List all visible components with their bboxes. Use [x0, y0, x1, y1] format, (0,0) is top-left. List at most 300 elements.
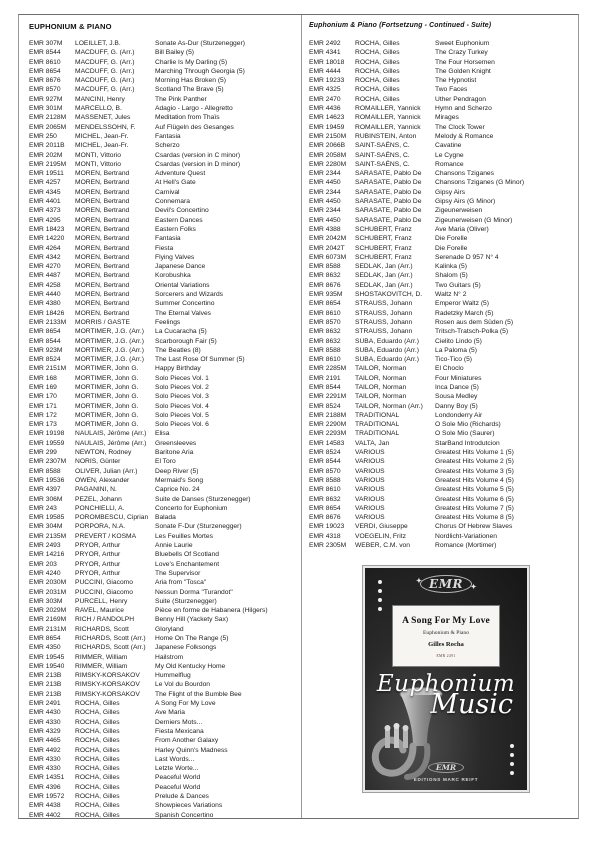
catalog-title: Solo Pieces Vol. 4	[155, 402, 209, 410]
catalog-row	[29, 690, 291, 699]
catalog-composer: MORTIMER, J.G. (Arr.)	[75, 346, 144, 354]
catalog-row	[309, 39, 571, 48]
catalog-title: Balada	[155, 514, 176, 522]
catalog-row	[309, 411, 571, 420]
catalog-title: The Golden Knight	[435, 67, 491, 75]
catalog-code: EMR 2065M	[29, 123, 67, 131]
catalog-composer: SARASATE, Pablo De	[355, 188, 422, 196]
catalog-row	[29, 402, 291, 411]
catalog-code: EMR 8570	[309, 467, 341, 475]
catalog-code: EMR 2135M	[29, 532, 67, 540]
catalog-composer: PAGANINI, N.	[75, 486, 117, 494]
catalog-row	[309, 95, 571, 104]
cover-composer: Gilles Rocha	[428, 641, 464, 648]
catalog-row	[309, 327, 571, 336]
catalog-code: EMR 8610	[309, 309, 341, 317]
catalog-title: Peaceful World	[155, 783, 201, 791]
catalog-code: EMR 2344	[309, 207, 341, 215]
catalog-code: EMR 4440	[29, 291, 61, 299]
catalog-row	[29, 550, 291, 559]
catalog-row	[309, 420, 571, 429]
catalog-code: EMR 4444	[309, 67, 341, 75]
catalog-row	[29, 727, 291, 736]
catalog-title: Kalinka (5)	[435, 263, 467, 271]
catalog-title: Devil's Concertino	[155, 207, 209, 215]
catalog-row	[29, 67, 291, 76]
catalog-code: EMR 4330	[29, 718, 61, 726]
catalog-title: Csardas (version in C minor)	[155, 151, 241, 159]
catalog-row	[309, 541, 571, 550]
catalog-code: EMR 6073M	[309, 253, 347, 261]
catalog-row	[29, 355, 291, 364]
catalog-code: EMR 2293M	[309, 430, 347, 438]
catalog-code: EMR 4345	[29, 188, 61, 196]
catalog-title: Cielito Lindo (5)	[435, 337, 482, 345]
catalog-row	[29, 346, 291, 355]
catalog-code: EMR 213B	[29, 672, 62, 680]
catalog-composer: ROCHA, Gilles	[355, 67, 400, 75]
book-cover-image	[365, 568, 527, 790]
catalog-row	[29, 364, 291, 373]
catalog-composer: SAINT-SAËNS, C.	[355, 142, 410, 150]
catalog-row	[309, 402, 571, 411]
catalog-composer: MORTIMER, John G.	[75, 393, 139, 401]
catalog-row	[29, 85, 291, 94]
catalog-row	[309, 197, 571, 206]
catalog-composer: MICHEL, Jean-Fr.	[75, 142, 129, 150]
catalog-code: EMR 4264	[29, 244, 61, 252]
catalog-title: Happy Birthday	[155, 365, 201, 373]
catalog-code: EMR 19511	[29, 170, 64, 178]
catalog-composer: MICHEL, Jean-Fr.	[75, 132, 129, 140]
catalog-title: Tico-Tico (5)	[435, 356, 473, 364]
catalog-code: EMR 2470	[309, 95, 341, 103]
cover-title: A Song For My Love	[402, 616, 490, 626]
catalog-row	[309, 253, 571, 262]
catalog-row	[29, 337, 291, 346]
catalog-composer: PORPORA, N.A.	[75, 523, 126, 531]
catalog-row	[309, 188, 571, 197]
catalog-composer: ROCHA, Gilles	[355, 49, 400, 57]
catalog-row	[309, 476, 571, 485]
catalog-composer: PEZEL, Johann	[75, 495, 122, 503]
catalog-composer: ROCHA, Gilles	[355, 40, 400, 47]
catalog-code: EMR 18018	[309, 58, 345, 66]
catalog-row	[309, 467, 571, 476]
catalog-title: Shalom (5)	[435, 272, 468, 280]
catalog-row	[29, 123, 291, 132]
catalog-composer: MORRIS / GASTE	[75, 318, 130, 326]
catalog-title: Suite (Sturzenegger)	[155, 597, 217, 605]
catalog-composer: MACDUFF, G. (Arr.)	[75, 86, 135, 94]
catalog-title: Spanish Concertino	[155, 811, 214, 819]
catalog-code: EMR 19572	[29, 793, 65, 801]
catalog-composer: STRAUSS, Johann	[355, 300, 413, 308]
catalog-code: EMR 4380	[29, 300, 61, 308]
catalog-composer: TRADITIONAL	[355, 421, 400, 429]
catalog-row	[309, 271, 571, 280]
catalog-title: Solo Pieces Vol. 1	[155, 374, 209, 382]
catalog-row	[29, 234, 291, 243]
catalog-row	[29, 736, 291, 745]
catalog-code: EMR 8524	[309, 402, 341, 410]
catalog-composer: OLIVER, Julian (Arr.)	[75, 467, 138, 475]
catalog-composer: SAINT-SAËNS, C.	[355, 160, 410, 168]
catalog-composer: MARCELLO, B.	[75, 105, 122, 113]
catalog-row	[309, 104, 571, 113]
catalog-row	[29, 467, 291, 476]
catalog-row	[309, 532, 571, 541]
catalog-composer: SARASATE, Pablo De	[355, 207, 422, 215]
catalog-composer: ROCHA, Gilles	[75, 746, 120, 754]
catalog-row	[309, 374, 571, 383]
catalog-code: EMR 2031M	[29, 588, 67, 596]
catalog-title: Gipsy Airs (G Minor)	[435, 198, 496, 206]
catalog-composer: SCHUBERT, Franz	[355, 244, 412, 252]
catalog-row	[309, 346, 571, 355]
catalog-row	[29, 746, 291, 755]
catalog-title: Mirages	[435, 114, 459, 122]
catalog-row	[29, 448, 291, 457]
catalog-code: EMR 2042M	[309, 235, 347, 243]
catalog-code: EMR 14623	[309, 114, 345, 122]
cover-subtitle: Euphonium & Piano	[423, 630, 469, 636]
catalog-row	[309, 495, 571, 504]
catalog-composer: TAILOR, Norman	[355, 383, 407, 391]
catalog-row	[309, 262, 571, 271]
catalog-code: EMR 2280M	[309, 160, 347, 168]
catalog-code: EMR 203	[29, 560, 57, 568]
catalog-composer: PURCELL, Henry	[75, 597, 128, 605]
catalog-title: Letzte Worte...	[155, 765, 199, 773]
catalog-composer: NORIS, Günter	[75, 458, 121, 466]
catalog-row	[29, 597, 291, 606]
catalog-title: The Eternal Valves	[155, 309, 212, 317]
catalog-column-left	[29, 15, 291, 820]
catalog-row	[309, 132, 571, 141]
catalog-composer: RICH / RANDOLPH	[75, 616, 135, 624]
catalog-title: Die Forelle	[435, 244, 468, 252]
catalog-composer: VARIOUS	[355, 467, 385, 475]
catalog-composer: SCHUBERT, Franz	[355, 225, 412, 233]
catalog-code: EMR 8544	[29, 337, 61, 345]
catalog-row	[29, 76, 291, 85]
left-rows-list	[29, 39, 291, 820]
catalog-composer: MOREN, Bertrand	[75, 300, 130, 308]
catalog-title: O Sole Mio (Richards)	[435, 421, 501, 429]
catalog-composer: STRAUSS, Johann	[355, 309, 413, 317]
catalog-code: EMR 4257	[29, 179, 61, 187]
catalog-code: EMR 4295	[29, 216, 61, 224]
catalog-composer: ROCHA, Gilles	[75, 765, 120, 773]
catalog-code: EMR 19559	[29, 439, 65, 447]
catalog-title: Greatest Hits Volume 8 (5)	[435, 514, 514, 522]
catalog-title: Bluebells Of Scotland	[155, 551, 219, 559]
catalog-row	[309, 244, 571, 253]
catalog-row	[309, 123, 571, 132]
star-icon: ✦	[416, 576, 423, 585]
catalog-title: Feelings	[155, 318, 181, 326]
catalog-title: Summer Concertino	[155, 300, 215, 308]
catalog-composer: RIMMER, William	[75, 662, 128, 670]
catalog-composer: ROCHA, Gilles	[75, 793, 120, 801]
catalog-code: EMR 8676	[29, 77, 61, 85]
catalog-code: EMR 2128M	[29, 114, 67, 122]
catalog-title: Bill Bailey (5)	[155, 49, 195, 57]
catalog-composer: SEDLAK, Jan (Arr.)	[355, 263, 413, 271]
dot-icon	[378, 598, 382, 602]
catalog-title: Fantasia	[155, 235, 181, 243]
catalog-row	[309, 206, 571, 215]
catalog-code: EMR 8654	[29, 67, 61, 75]
catalog-row	[309, 225, 571, 234]
catalog-code: EMR 2491	[29, 700, 61, 708]
catalog-row	[29, 197, 291, 206]
catalog-row	[29, 718, 291, 727]
catalog-row	[309, 383, 571, 392]
catalog-title: Greatest Hits Volume 6 (5)	[435, 495, 514, 503]
catalog-title: Chansons Tziganes	[435, 170, 494, 178]
catalog-code: EMR 4402	[29, 811, 61, 819]
catalog-title: Harley Quinn's Madness	[155, 746, 228, 754]
catalog-composer: VARIOUS	[355, 486, 385, 494]
catalog-composer: ROMAILLER, Yannick	[355, 123, 421, 131]
catalog-title: The Pink Panther	[155, 95, 207, 103]
catalog-composer: VARIOUS	[355, 504, 385, 512]
catalog-title: Uther Pendragon	[435, 95, 486, 103]
catalog-code: EMR 2307M	[29, 458, 67, 466]
catalog-row	[29, 569, 291, 578]
catalog-code: EMR 2290M	[309, 421, 347, 429]
catalog-code: EMR 19023	[309, 523, 345, 531]
catalog-row	[309, 439, 571, 448]
catalog-code: EMR 2285M	[309, 365, 347, 373]
catalog-row	[309, 290, 571, 299]
catalog-title: Hailstrom	[155, 653, 184, 661]
catalog-code: EMR 307M	[29, 40, 63, 47]
catalog-row	[309, 58, 571, 67]
catalog-row	[29, 327, 291, 336]
catalog-title: La Paloma (5)	[435, 346, 478, 354]
catalog-code: EMR 243	[29, 504, 57, 512]
catalog-code: EMR 4341	[309, 49, 341, 57]
dot-icon	[378, 580, 382, 584]
catalog-row	[309, 504, 571, 513]
catalog-code: EMR 4318	[309, 532, 341, 540]
catalog-row	[29, 151, 291, 160]
catalog-composer: MOREN, Bertrand	[75, 207, 130, 215]
catalog-title: Sonate F-Dur (Sturzenegger)	[155, 523, 242, 531]
catalog-title: Serenade D 957 N° 4	[435, 253, 499, 261]
catalog-title: Two Guitars (5)	[435, 281, 481, 289]
catalog-code: EMR 4465	[29, 737, 61, 745]
catalog-composer: SARASATE, Pablo De	[355, 216, 422, 224]
catalog-title: Tritsch-Tratsch-Polka (5)	[435, 328, 509, 336]
catalog-composer: VALTA, Jan	[355, 439, 390, 447]
catalog-code: EMR 14220	[29, 235, 65, 243]
catalog-code: EMR 4450	[309, 179, 341, 187]
catalog-composer: RUBINSTEIN, Anton	[355, 132, 417, 140]
catalog-code: EMR 19233	[309, 77, 345, 85]
catalog-title: Radetzky March (5)	[435, 309, 494, 317]
catalog-title: Pièce en forme de Habanera (Hilgers)	[155, 607, 268, 615]
catalog-composer: LOEILLET, J.B.	[75, 40, 121, 47]
catalog-code: EMR 18423	[29, 225, 65, 233]
catalog-title: Prelude & Dances	[155, 793, 209, 801]
catalog-row	[309, 67, 571, 76]
catalog-code: EMR 4401	[29, 198, 61, 206]
catalog-code: EMR 169	[29, 383, 57, 391]
catalog-composer: ROCHA, Gilles	[75, 755, 120, 763]
catalog-composer: MORTIMER, John G.	[75, 421, 139, 429]
catalog-title: Carnival	[155, 188, 180, 196]
catalog-row	[29, 773, 291, 782]
catalog-title: Meditation from Thaïs	[155, 114, 220, 122]
catalog-code: EMR 2169M	[29, 616, 67, 624]
catalog-title: Danny Boy (5)	[435, 402, 478, 410]
catalog-composer: ROCHA, Gilles	[75, 802, 120, 810]
catalog-row	[309, 364, 571, 373]
catalog-code: EMR 170	[29, 393, 57, 401]
catalog-code: EMR 2492	[309, 40, 341, 47]
catalog-composer: OWEN, Alexander	[75, 476, 130, 484]
catalog-row	[29, 653, 291, 662]
catalog-title: El Choclo	[435, 365, 464, 373]
catalog-row	[309, 522, 571, 531]
catalog-row	[29, 216, 291, 225]
catalog-code: EMR 4240	[29, 569, 61, 577]
catalog-row	[29, 485, 291, 494]
catalog-title: Caprice No. 24	[155, 486, 200, 494]
catalog-title: Fiesta Mexicana	[155, 727, 204, 735]
catalog-composer: RICHARDS, Scott	[75, 625, 129, 633]
catalog-composer: MORTIMER, John G.	[75, 383, 139, 391]
catalog-title: Derniers Mots...	[155, 718, 203, 726]
catalog-composer: STRAUSS, Johann	[355, 328, 413, 336]
catalog-code: EMR 4450	[309, 198, 341, 206]
catalog-code: EMR 213B	[29, 681, 62, 689]
catalog-code: EMR 4487	[29, 272, 61, 280]
catalog-row	[29, 392, 291, 401]
catalog-title: Japanese Dance	[155, 263, 206, 271]
catalog-composer: ROCHA, Gilles	[75, 700, 120, 708]
catalog-row	[29, 801, 291, 810]
catalog-title: Solo Pieces Vol. 6	[155, 421, 209, 429]
catalog-row	[309, 513, 571, 522]
catalog-composer: MOREN, Bertrand	[75, 188, 130, 196]
catalog-row	[29, 504, 291, 513]
catalog-title: Mermaid's Song	[155, 476, 204, 484]
catalog-code: EMR 8610	[309, 356, 341, 364]
publisher-name: EDITIONS MARC REIFT	[413, 777, 479, 782]
catalog-composer: SARASATE, Pablo De	[355, 198, 422, 206]
catalog-row	[29, 206, 291, 215]
catalog-title: Eastern Dances	[155, 216, 203, 224]
catalog-title: Melody & Romance	[435, 132, 494, 140]
catalog-title: Oriental Variations	[155, 281, 210, 289]
catalog-code: EMR 4450	[309, 216, 341, 224]
catalog-title: Nordlicht-Variationen	[435, 532, 497, 540]
catalog-composer: VARIOUS	[355, 476, 385, 484]
catalog-title: My Old Kentucky Home	[155, 662, 226, 670]
catalog-code: EMR 2344	[309, 188, 341, 196]
catalog-composer: ROCHA, Gilles	[75, 727, 120, 735]
catalog-title: Aria from "Tosca"	[155, 579, 207, 587]
catalog-composer: SARASATE, Pablo De	[355, 179, 422, 187]
catalog-row	[29, 411, 291, 420]
catalog-composer: RIMMER, William	[75, 653, 128, 661]
catalog-title: Morning Has Broken (5)	[155, 77, 226, 85]
catalog-title: Csardas (version in D minor)	[155, 160, 241, 168]
catalog-title: Four Miniatures	[435, 374, 482, 382]
catalog-composer: MORTIMER, John G.	[75, 365, 139, 373]
catalog-code: EMR 19459	[309, 123, 345, 131]
catalog-row	[29, 457, 291, 466]
catalog-composer: MACDUFF, G. (Arr.)	[75, 67, 135, 75]
catalog-composer: PREVERT / KOSMA	[75, 532, 137, 540]
catalog-title: Solo Pieces Vol. 3	[155, 393, 209, 401]
catalog-code: EMR 2151M	[29, 365, 67, 373]
catalog-row	[29, 48, 291, 57]
catalog-code: EMR 19545	[29, 653, 65, 661]
catalog-row	[29, 169, 291, 178]
catalog-row	[309, 309, 571, 318]
catalog-row	[309, 151, 571, 160]
catalog-title: Adagio - Largo - Allegretto	[155, 105, 233, 113]
catalog-title: Greatest Hits Volume 5 (5)	[435, 486, 514, 494]
catalog-title: The Last Rose Of Summer (5)	[155, 356, 245, 364]
catalog-code: EMR 250	[29, 132, 57, 140]
catalog-code: EMR 935M	[309, 291, 343, 299]
catalog-title: Le Vol du Bourdon	[155, 681, 211, 689]
catalog-composer: ROCHA, Gilles	[355, 58, 400, 66]
catalog-title: Die Forelle	[435, 235, 468, 243]
catalog-code: EMR 4325	[309, 86, 341, 94]
catalog-code: EMR 2131M	[29, 625, 67, 633]
catalog-row	[29, 755, 291, 764]
catalog-row	[29, 588, 291, 597]
catalog-row	[29, 271, 291, 280]
catalog-title: Londonderry Air	[435, 411, 483, 419]
cover-dots-top-left	[378, 580, 382, 611]
catalog-row	[29, 290, 291, 299]
catalog-title: Hymn and Scherzo	[435, 105, 492, 113]
catalog-row	[29, 429, 291, 438]
catalog-composer: VARIOUS	[355, 449, 385, 457]
left-column-header: EUPHONIUM & PIANO	[29, 22, 112, 31]
catalog-row	[309, 337, 571, 346]
catalog-title: The Beatles (8)	[155, 346, 201, 354]
catalog-composer: TAILOR, Norman	[355, 365, 407, 373]
catalog-title: Deep River (5)	[155, 467, 199, 475]
catalog-title: Sonate As-Dur (Sturzenegger)	[155, 40, 245, 47]
catalog-composer: RIMSKY-KORSAKOV	[75, 681, 140, 689]
catalog-title: Fantasia	[155, 132, 181, 140]
catalog-code: EMR 2188M	[309, 411, 347, 419]
catalog-row	[29, 188, 291, 197]
catalog-code: EMR 4330	[29, 755, 61, 763]
catalog-composer: ROCHA, Gilles	[355, 95, 400, 103]
catalog-title: La Cucaracha (5)	[155, 328, 207, 336]
catalog-composer: MACDUFF, G. (Arr.)	[75, 49, 135, 57]
catalog-code: EMR 4330	[29, 765, 61, 773]
catalog-code: EMR 4396	[29, 783, 61, 791]
catalog-composer: MOREN, Bertrand	[75, 253, 130, 261]
catalog-title: Hummelflug	[155, 672, 191, 680]
catalog-title: Sweet Euphonium	[435, 40, 490, 47]
catalog-title: Concerto for Euphonium	[155, 504, 228, 512]
catalog-row	[29, 522, 291, 531]
